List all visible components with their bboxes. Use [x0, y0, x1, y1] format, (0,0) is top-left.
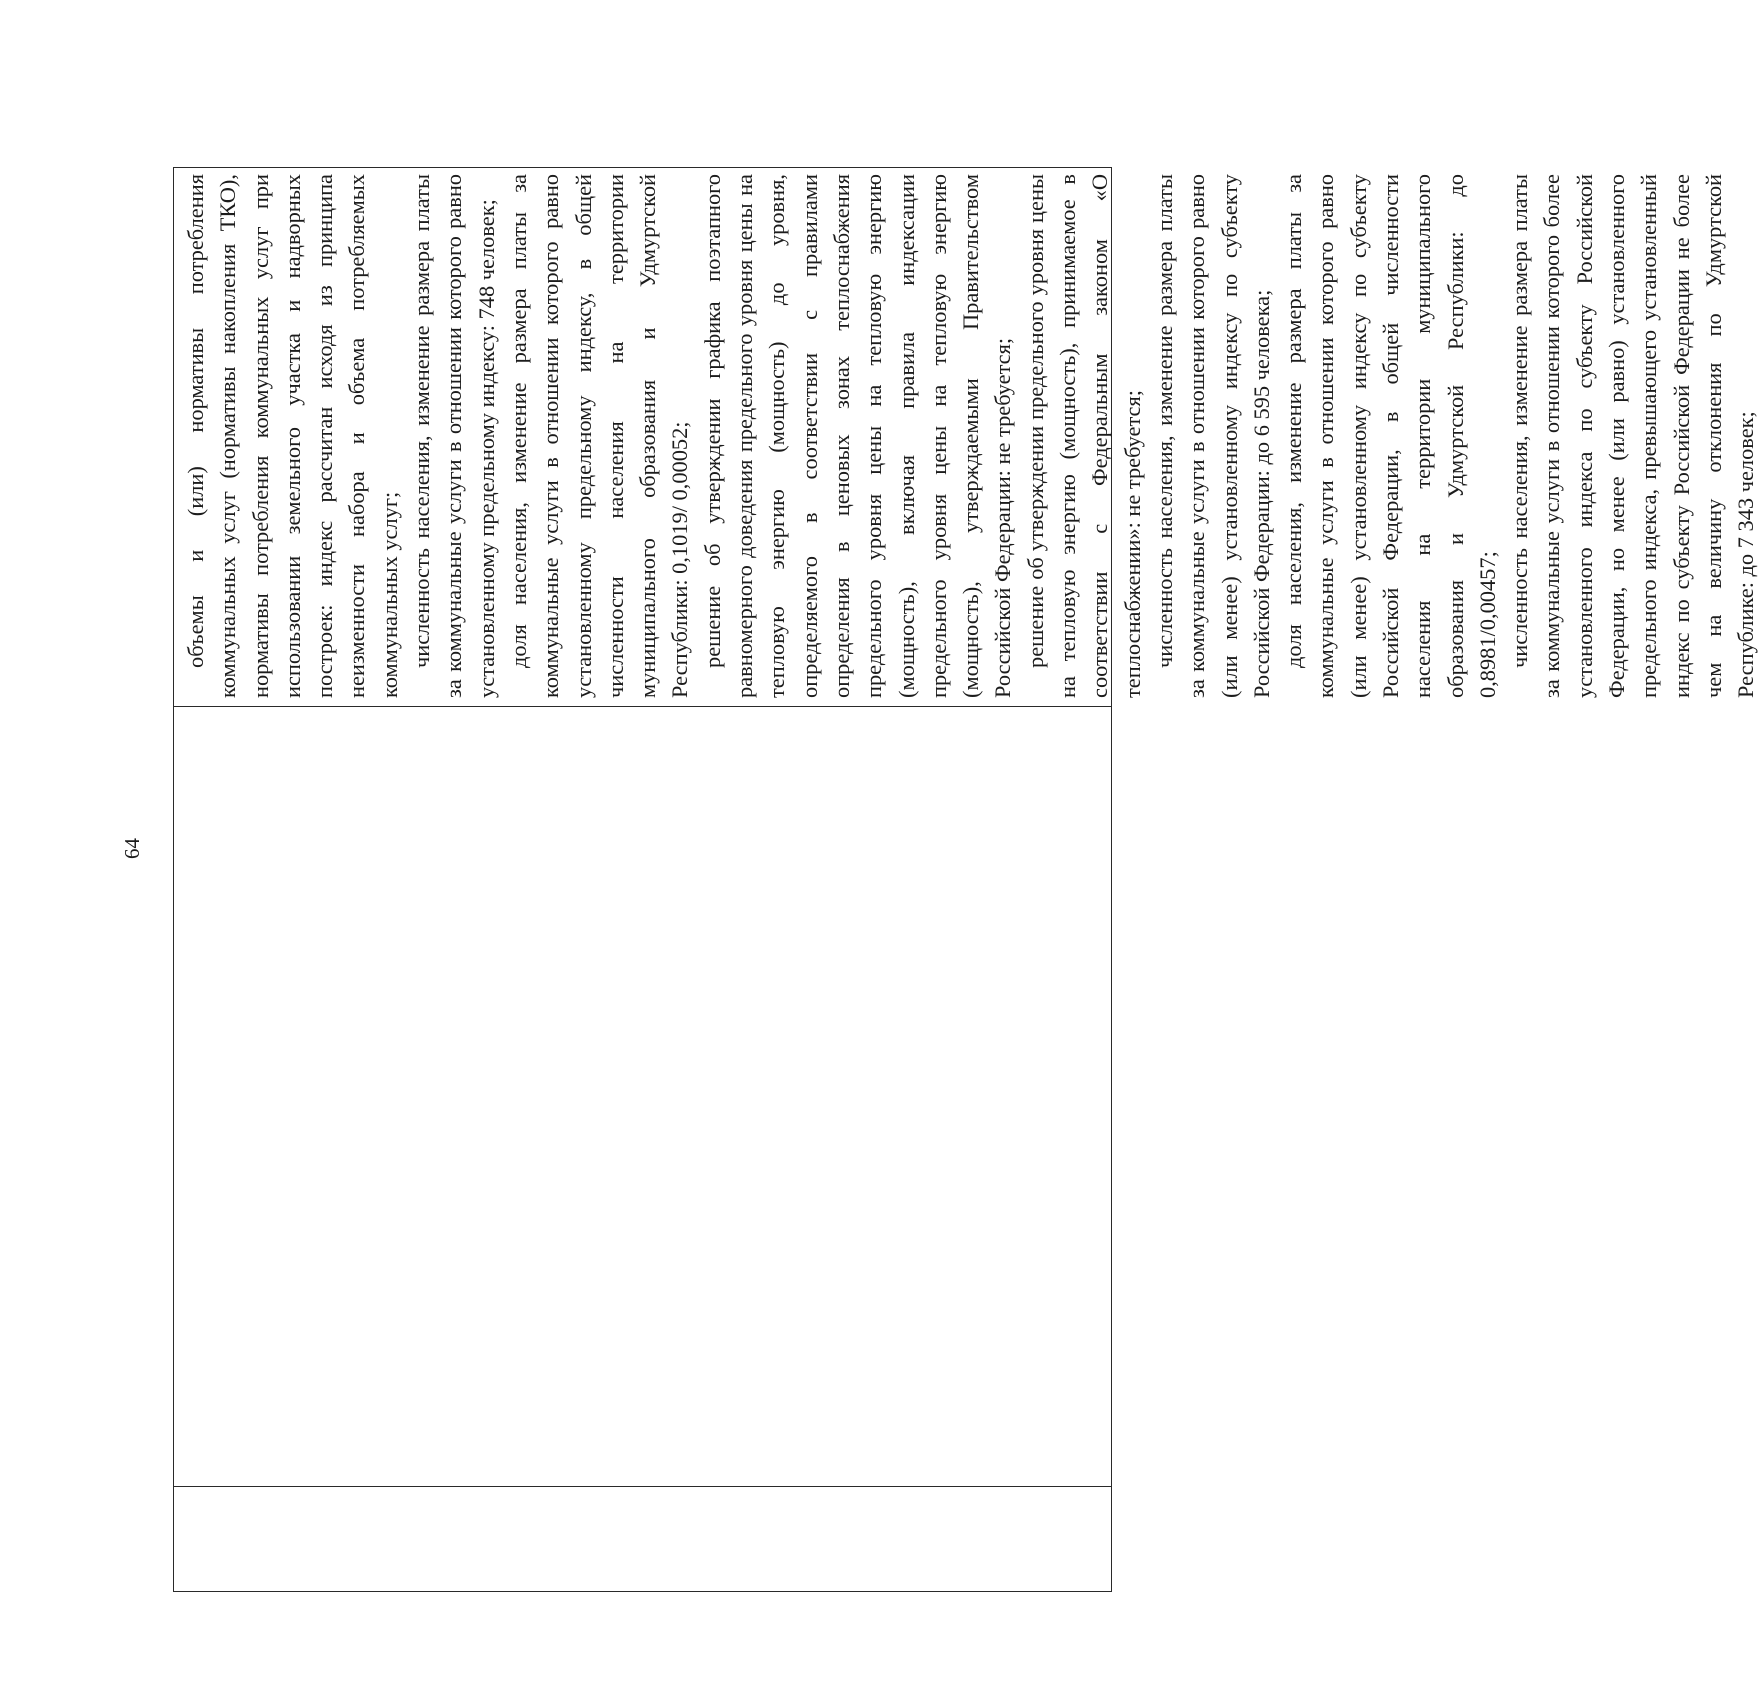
paragraph: численность населения, изменение размера платы за коммунальные услуги в отношении которого более установленного индекса по субъекту Российской Федерации, но менее (или равно) установленного предельного индекса, превышающего установленный индекс по субъекту Российской Федерации не более чем на величину отклонения по Удмуртской Республике: до 7 343 человек; — [1507, 174, 1759, 698]
paragraph: численность населения, изменение размера платы за коммунальные услуги в отношении которого равно (или менее) установленному индексу по субъекту Российской Федерации: до 6 595 человека; — [1151, 174, 1274, 698]
paragraph: объемы и (или) нормативы потребления коммунальных услуг (нормативы накопления ТКО), нормативы потребления коммунальных услуг при использовании земельного участка и надворных построек: индекс рассчитан исходя из принципа неизменности набора и объема потребляемых коммунальных услуг; — [183, 174, 402, 698]
paragraph: численность населения, изменение размера платы за коммунальные услуги в отношении которого равно установленному предельному индексу: 748 человек; — [409, 174, 499, 698]
paragraph: решение об утверждении предельного уровня цены на тепловую энергию (мощность), принимаемое в соответствии с Федеральным законом «О теплоснабжении»: не требуется; — [1022, 174, 1145, 698]
paragraph: доля населения, изменение размера платы за коммунальные услуги в отношении которого равно установленному предельному индексу, в общей численности населения на территории муниципального образования и Удмуртской Республики: 0,1019/ 0,00052; — [505, 174, 693, 698]
table-cell-text — [174, 168, 1759, 706]
table-cell-empty-1 — [174, 1486, 1111, 1591]
table-cell-empty-2 — [174, 706, 1111, 1486]
paragraph: решение об утверждении графика поэтапного равномерного доведения предельного уровня цены на тепловую энергию (мощность) до уровня, определяемого в соответствии с правилами определения в ценовых зонах теплоснабжения предельного уровня цены на тепловую энергию (мощность), включая правила индексации предельного уровня цены на тепловую энергию (мощность), утверждаемыми Правительством Российской Федерации: не требуется; — [699, 174, 1016, 698]
page-number: 64 — [120, 838, 144, 859]
paragraph: доля населения, изменение размера платы за коммунальные услуги в отношении которого равно (или менее) установленному индексу по субъекту Российской Федерации, в общей численности населения на территории муниципального образования и Удмуртской Республики: до 0,8981/0,00457; — [1281, 174, 1500, 698]
table-row — [173, 167, 1759, 1592]
